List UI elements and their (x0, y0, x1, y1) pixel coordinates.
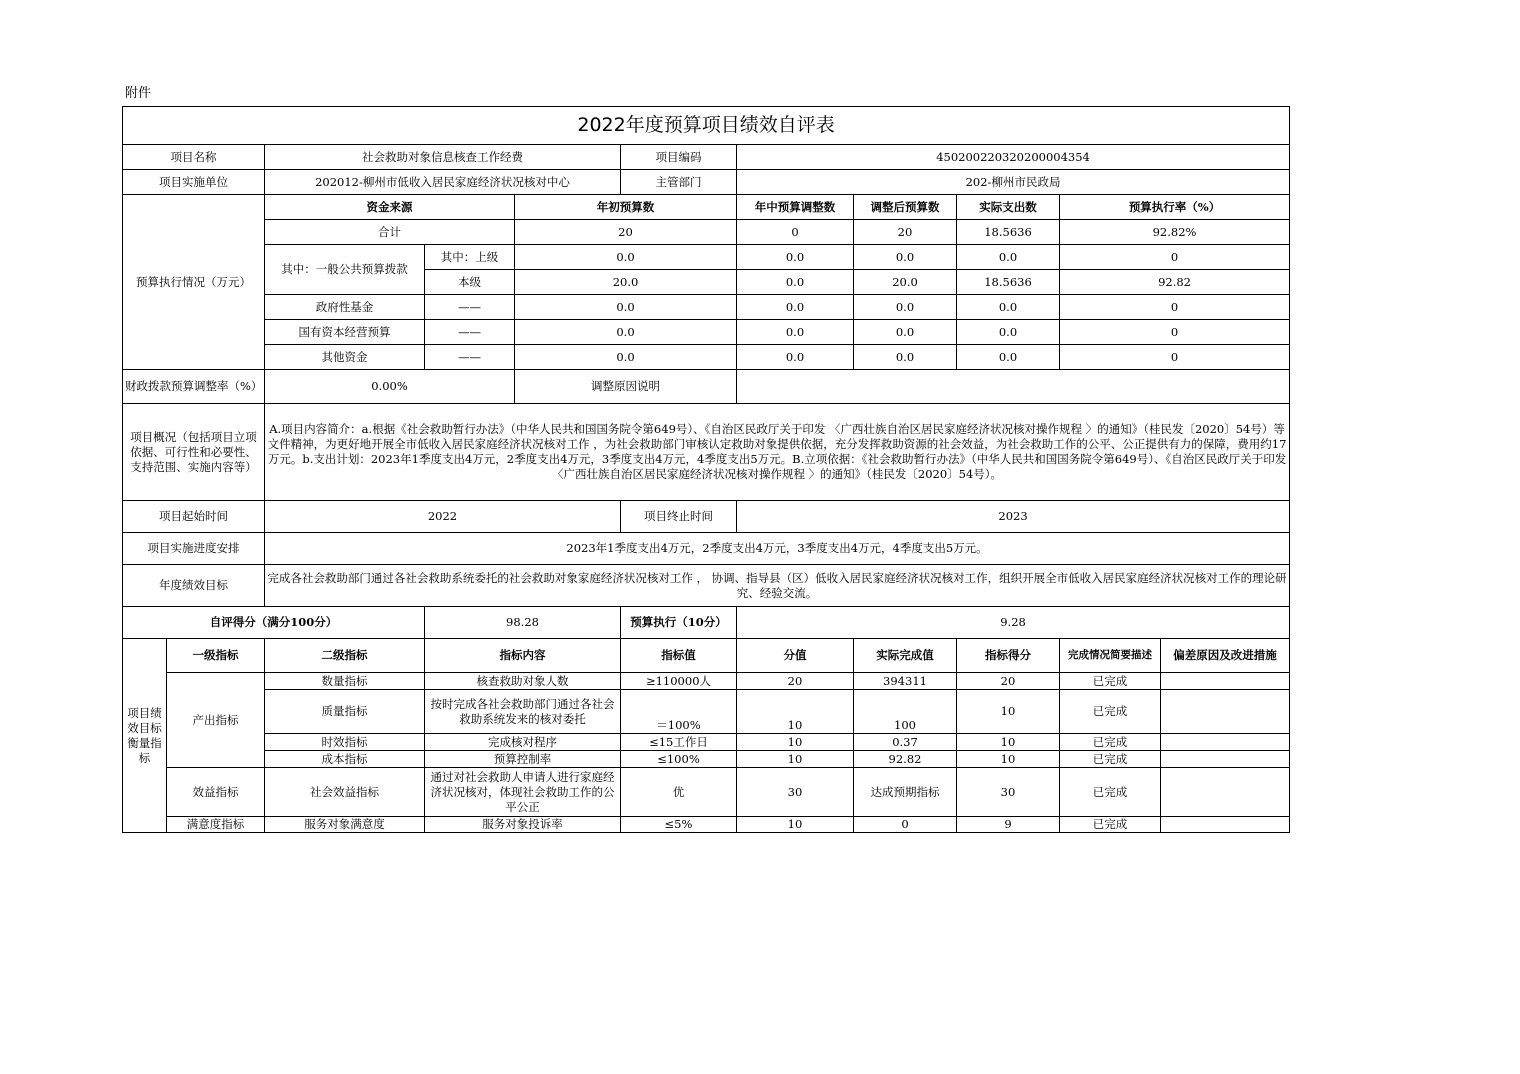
project-name-label: 项目名称 (123, 145, 265, 170)
ind-row-actual: 达成预期指标 (854, 768, 957, 817)
budget-section-label: 预算执行情况（万元） (123, 195, 265, 370)
adjust-rate: 0.00% (265, 370, 515, 404)
ind-header-note: 偏差原因及改进措施 (1161, 639, 1290, 673)
ind-row-status: 已完成 (1060, 690, 1161, 734)
attachment-label: 附件 (125, 86, 152, 101)
ind-row-actual: 92.82 (854, 751, 957, 768)
budget-header-initial: 年初预算数 (515, 195, 737, 220)
ind-row-target: ≥110000人 (621, 673, 737, 690)
ind-row-score: 10 (957, 734, 1060, 751)
end-time-label: 项目终止时间 (621, 501, 737, 533)
self-score: 98.28 (425, 607, 621, 639)
ind-row-content: 预算控制率 (425, 751, 621, 768)
ind-row-content: 完成核对程序 (425, 734, 621, 751)
budget-statecap-dash: —— (425, 320, 515, 345)
self-score-label: 自评得分（满分100分） (123, 607, 425, 639)
budget-upper-adjust: 0.0 (737, 245, 854, 270)
ind-header-target: 指标值 (621, 639, 737, 673)
ind-row-l2: 时效指标 (265, 734, 425, 751)
budget-govfund-label: 政府性基金 (265, 295, 425, 320)
project-dept-label: 主管部门 (621, 170, 737, 195)
budget-total-adjust: 0 (737, 220, 854, 245)
budget-upper-initial: 0.0 (515, 245, 737, 270)
budget-statecap-initial: 0.0 (515, 320, 737, 345)
ind-row-weight: 10 (737, 690, 854, 734)
end-time: 2023 (737, 501, 1290, 533)
budget-other-dash: —— (425, 345, 515, 370)
adjust-rate-label: 财政拨款预算调整率（%） (123, 370, 265, 404)
ind-row-score: 10 (957, 751, 1060, 768)
page-title: 2022年度预算项目绩效自评表 (123, 107, 1290, 145)
budget-total-adjusted: 20 (854, 220, 957, 245)
ind-row-status: 已完成 (1060, 751, 1161, 768)
ind-row-weight: 10 (737, 817, 854, 833)
ind-row-note (1161, 673, 1290, 690)
start-time: 2022 (265, 501, 621, 533)
budget-local-initial: 20.0 (515, 270, 737, 295)
ind-header-actual: 实际完成值 (854, 639, 957, 673)
budget-other-rate: 0 (1060, 345, 1290, 370)
budget-statecap-label: 国有资本经营预算 (265, 320, 425, 345)
ind-header-score: 指标得分 (957, 639, 1060, 673)
budget-other-actual: 0.0 (957, 345, 1060, 370)
project-name: 社会救助对象信息核查工作经费 (265, 145, 621, 170)
project-code: 450200220320200004354 (737, 145, 1290, 170)
schedule-text: 2023年1季度支出4万元，2季度支出4万元，3季度支出4万元，4季度支出5万元。 (265, 533, 1290, 565)
ind-row-l2: 质量指标 (265, 690, 425, 734)
ind-row-target: ＝100% (621, 690, 737, 734)
budget-header-adjusted: 调整后预算数 (854, 195, 957, 220)
budget-other-label: 其他资金 (265, 345, 425, 370)
ind-row-target: ≤100% (621, 751, 737, 768)
budget-statecap-rate: 0 (1060, 320, 1290, 345)
budget-other-initial: 0.0 (515, 345, 737, 370)
ind-row-score: 30 (957, 768, 1060, 817)
goal-text: 完成各社会救助部门通过各社会救助系统委托的社会救助对象家庭经济状况核对工作 ， 协调、指导县（区）低收入居民家庭经济状况核对工作，组织开展全市低收入居民家庭经济状况核对工作的理论研究、经验交流。 (265, 565, 1290, 607)
ind-header-l1: 一级指标 (167, 639, 265, 673)
ind-row-l2: 服务对象满意度 (265, 817, 425, 833)
budget-total-rate: 92.82% (1060, 220, 1290, 245)
ind-row-weight: 10 (737, 734, 854, 751)
budget-upper-adjusted: 0.0 (854, 245, 957, 270)
ind-row-l2: 社会效益指标 (265, 768, 425, 817)
exec-score: 9.28 (737, 607, 1290, 639)
ind-row-content: 核查救助对象人数 (425, 673, 621, 690)
goal-label: 年度绩效目标 (123, 565, 265, 607)
exec-score-label: 预算执行（10分） (621, 607, 737, 639)
overview-label: 项目概况（包括项目立项依据、可行性和必要性、支持范围、实施内容等） (123, 404, 265, 501)
performance-table (122, 106, 1290, 833)
budget-local-label: 本级 (425, 270, 515, 295)
budget-upper-rate: 0 (1060, 245, 1290, 270)
budget-local-adjust: 0.0 (737, 270, 854, 295)
ind-row-note (1161, 817, 1290, 833)
ind-row-actual: 394311 (854, 673, 957, 690)
budget-header-adjust: 年中预算调整数 (737, 195, 854, 220)
budget-header-source: 资金来源 (265, 195, 515, 220)
budget-header-actual: 实际支出数 (957, 195, 1060, 220)
ind-row-status: 已完成 (1060, 817, 1161, 833)
adjust-reason (737, 370, 1290, 404)
project-code-label: 项目编码 (621, 145, 737, 170)
ind-row-actual: 0 (854, 817, 957, 833)
budget-header-rate: 预算执行率（%） (1060, 195, 1290, 220)
ind-row-score: 20 (957, 673, 1060, 690)
ind-row-target: 优 (621, 768, 737, 817)
ind-row-note (1161, 734, 1290, 751)
schedule-label: 项目实施进度安排 (123, 533, 265, 565)
project-unit: 202012-柳州市低收入居民家庭经济状况核对中心 (265, 170, 621, 195)
budget-local-actual: 18.5636 (957, 270, 1060, 295)
ind-header-content: 指标内容 (425, 639, 621, 673)
ind-benefit-label: 效益指标 (167, 768, 265, 817)
budget-statecap-actual: 0.0 (957, 320, 1060, 345)
budget-other-adjusted: 0.0 (854, 345, 957, 370)
budget-total-label: 合计 (265, 220, 515, 245)
ind-row-status: 已完成 (1060, 768, 1161, 817)
budget-govfund-initial: 0.0 (515, 295, 737, 320)
budget-statecap-adjust: 0.0 (737, 320, 854, 345)
adjust-reason-label: 调整原因说明 (515, 370, 737, 404)
budget-total-actual: 18.5636 (957, 220, 1060, 245)
budget-govfund-rate: 0 (1060, 295, 1290, 320)
budget-local-rate: 92.82 (1060, 270, 1290, 295)
project-unit-label: 项目实施单位 (123, 170, 265, 195)
ind-row-note (1161, 690, 1290, 734)
ind-row-status: 已完成 (1060, 673, 1161, 690)
overview-text: A.项目内容简介：a.根据《社会救助暂行办法》（中华人民共和国国务院令第649号）、《自治区民政厅关于印发 〈广西壮族自治区居民家庭经济状况核对操作规程 〉的通知》（桂民发〔2020〕54号）等文件精神，为更好地开展全市低收入居民家庭经济状况核对工作 ，为社会救助部门审核认定救助对象提供依据，充分发挥救助资源的社会效益，为社会救助工作的公平、公正提供有力的保障，费用约17万元。b.支出计划：2023年1季度支出4万元，2季度支出4万元，3季度支出4万元，4季度支出5万元。B.立项依据：《社会救助暂行办法》（中华人民共和国国务院令第649号）、《自治区民政厅关于印发 〈广西壮族自治区居民家庭经济状况核对操作规程 〉的通知》（桂民发〔2020〕54号）。 (265, 404, 1290, 501)
ind-row-score: 10 (957, 690, 1060, 734)
project-dept: 202-柳州市民政局 (737, 170, 1290, 195)
ind-row-content: 通过对社会救助人申请人进行家庭经济状况核对，体现社会救助工作的公平公正 (425, 768, 621, 817)
ind-row-status: 已完成 (1060, 734, 1161, 751)
ind-row-score: 9 (957, 817, 1060, 833)
ind-row-weight: 30 (737, 768, 854, 817)
ind-row-actual: 100 (854, 690, 957, 734)
indicator-section-label: 项目绩效目标衡量指标 (123, 639, 167, 833)
ind-row-weight: 10 (737, 751, 854, 768)
budget-govfund-adjusted: 0.0 (854, 295, 957, 320)
budget-other-adjust: 0.0 (737, 345, 854, 370)
ind-row-l2: 数量指标 (265, 673, 425, 690)
budget-govfund-adjust: 0.0 (737, 295, 854, 320)
ind-row-weight: 20 (737, 673, 854, 690)
budget-upper-label: 其中：上级 (425, 245, 515, 270)
ind-row-actual: 0.37 (854, 734, 957, 751)
budget-govfund-dash: —— (425, 295, 515, 320)
ind-header-status: 完成情况简要描述 (1060, 639, 1161, 673)
ind-row-content: 服务对象投诉率 (425, 817, 621, 833)
ind-header-weight: 分值 (737, 639, 854, 673)
ind-row-content: 按时完成各社会救助部门通过各社会救助系统发来的核对委托 (425, 690, 621, 734)
start-time-label: 项目起始时间 (123, 501, 265, 533)
ind-row-note (1161, 751, 1290, 768)
budget-statecap-adjusted: 0.0 (854, 320, 957, 345)
ind-row-target: ≤15工作日 (621, 734, 737, 751)
ind-row-target: ≤5% (621, 817, 737, 833)
budget-general-label: 其中：一般公共预算拨款 (265, 245, 425, 295)
ind-output-label: 产出指标 (167, 673, 265, 768)
budget-govfund-actual: 0.0 (957, 295, 1060, 320)
ind-header-l2: 二级指标 (265, 639, 425, 673)
ind-row-l2: 成本指标 (265, 751, 425, 768)
budget-local-adjusted: 20.0 (854, 270, 957, 295)
budget-upper-actual: 0.0 (957, 245, 1060, 270)
budget-total-initial: 20 (515, 220, 737, 245)
ind-satisfaction-label: 满意度指标 (167, 817, 265, 833)
ind-row-note (1161, 768, 1290, 817)
